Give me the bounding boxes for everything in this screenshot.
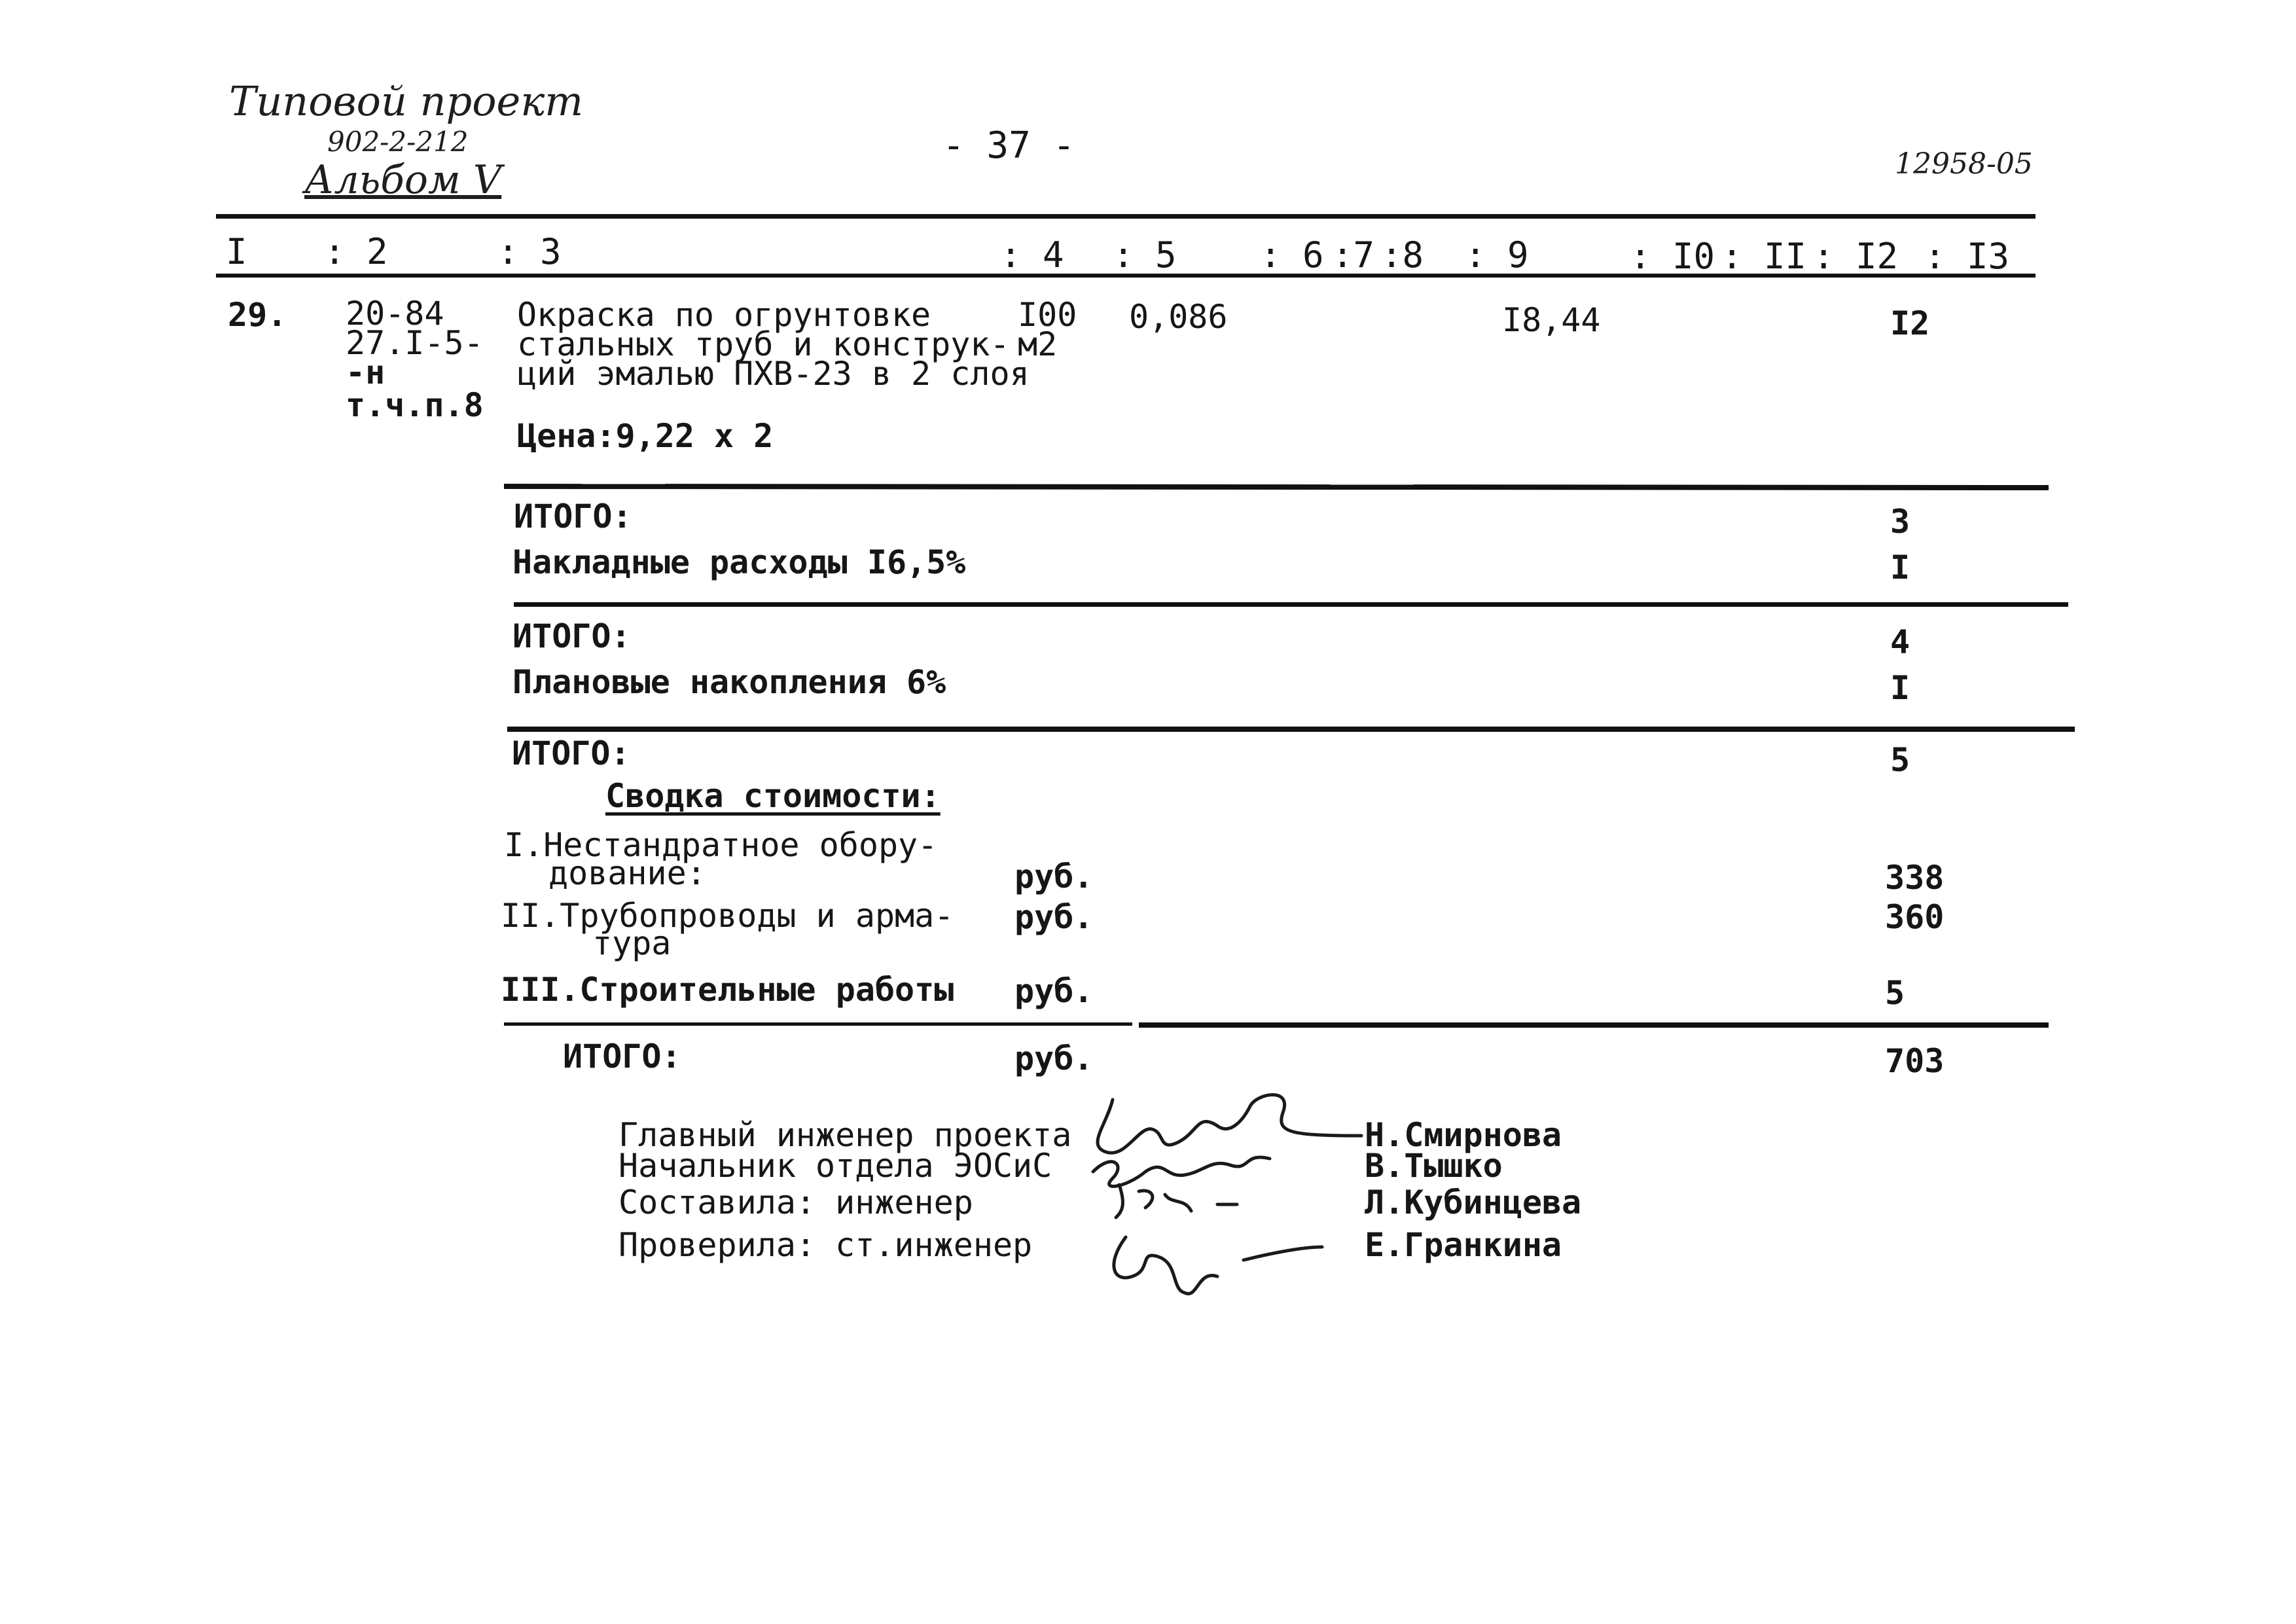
cost-summary-title: Сводка стоимости: <box>605 777 941 815</box>
itogo-value-3: 5 <box>1890 741 1910 779</box>
cost-row3-label: III.Строительные работы <box>501 971 954 1009</box>
cost-total-unit: руб. <box>1014 1039 1094 1077</box>
item-price-note: Цена:9,22 х 2 <box>517 417 774 455</box>
cost-row1-line2: дование: <box>548 854 706 892</box>
itogo-label-2: ИТОГО: <box>512 617 631 655</box>
cost-row2-line1: II.Трубопроводы и арма- <box>501 897 954 935</box>
cost-row1-line1: I.Нестандратное обору- <box>504 826 938 864</box>
itogo-label-3: ИТОГО: <box>512 734 630 772</box>
department-head-name: В.Тышко <box>1365 1147 1503 1185</box>
signature-chief <box>1098 1095 1361 1153</box>
itogo-value-1: 3 <box>1890 503 1910 541</box>
overhead-label: Накладные расходы I6,5% <box>512 543 966 581</box>
signature-checked <box>1114 1237 1322 1293</box>
cost-row3-unit: руб. <box>1014 972 1094 1010</box>
column-header: : 6 <box>1260 234 1324 276</box>
item-description-line1: Окраска по огрунтовке <box>517 296 931 334</box>
department-head-role: Начальник отдела ЭОСиС <box>619 1147 1052 1185</box>
cost-row3-value: 5 <box>1885 974 1905 1012</box>
itogo-label-1: ИТОГО: <box>514 497 632 535</box>
cost-row1-unit: руб. <box>1014 857 1094 895</box>
column-header: : 2 <box>324 231 388 272</box>
column-header: : 9 <box>1465 234 1529 276</box>
column-header: : 3 <box>497 231 562 272</box>
column-header: I <box>226 231 247 272</box>
column-header: :7 <box>1332 234 1375 276</box>
item-code-line2: 27.I-5- <box>346 324 484 362</box>
item-quantity: 0,086 <box>1129 298 1228 336</box>
item-description-line2: стальных труб и конструк- <box>517 325 1010 363</box>
column-header: : 5 <box>1113 234 1177 276</box>
item-unit-line2: м2 <box>1018 325 1058 363</box>
cost-row1-value: 338 <box>1885 859 1945 897</box>
cost-row2-value: 360 <box>1885 898 1945 936</box>
stamp-title: Типовой проект <box>229 77 584 125</box>
column-header: : 4 <box>1000 234 1064 276</box>
column-header: : II <box>1721 236 1807 277</box>
planned-label: Плановые накопления 6% <box>512 663 946 701</box>
itogo-value-2: 4 <box>1890 623 1910 661</box>
doc-code: 12958-05 <box>1895 147 2033 181</box>
item-code-line4: т.ч.п.8 <box>346 386 484 424</box>
signature-compiled <box>1116 1185 1237 1218</box>
stamp-album: Альбом V <box>304 157 502 203</box>
column-header: : I0 <box>1630 236 1715 277</box>
cost-row2-line2: тура <box>592 924 672 962</box>
chief-engineer-role: Главный инженер проекта <box>619 1116 1072 1154</box>
checked-by-role: Проверила: ст.инженер <box>619 1226 1033 1264</box>
item-description-line3: ций эмалью ПХВ-23 в 2 слоя <box>517 355 1030 393</box>
column-header: : I3 <box>1924 236 2010 277</box>
overhead-value: I <box>1890 549 1910 586</box>
column-header: : I2 <box>1813 236 1899 277</box>
signature-head <box>1093 1157 1270 1186</box>
compiled-by-name: Л.Кубинцева <box>1365 1183 1582 1221</box>
planned-value: I <box>1890 669 1910 707</box>
item-number: 29. <box>228 296 287 334</box>
chief-engineer-name: Н.Смирнова <box>1365 1116 1562 1154</box>
stamp-project-number: 902-2-212 <box>327 126 469 158</box>
cost-total-value: 703 <box>1885 1042 1945 1080</box>
compiled-by-role: Составила: инженер <box>619 1183 973 1221</box>
column-header: :8 <box>1381 234 1424 276</box>
cost-total-label: ИТОГО: <box>563 1038 681 1075</box>
page-number: - 37 - <box>942 124 1075 167</box>
item-code-line3: -н <box>346 353 386 391</box>
item-unit-line1: I00 <box>1018 296 1077 334</box>
cost-row2-unit: руб. <box>1014 898 1094 936</box>
checked-by-name: Е.Гранкина <box>1365 1226 1562 1264</box>
item-col9-value: I8,44 <box>1502 301 1601 339</box>
item-total: I2 <box>1890 304 1930 342</box>
item-code-line1: 20-84 <box>346 295 444 333</box>
